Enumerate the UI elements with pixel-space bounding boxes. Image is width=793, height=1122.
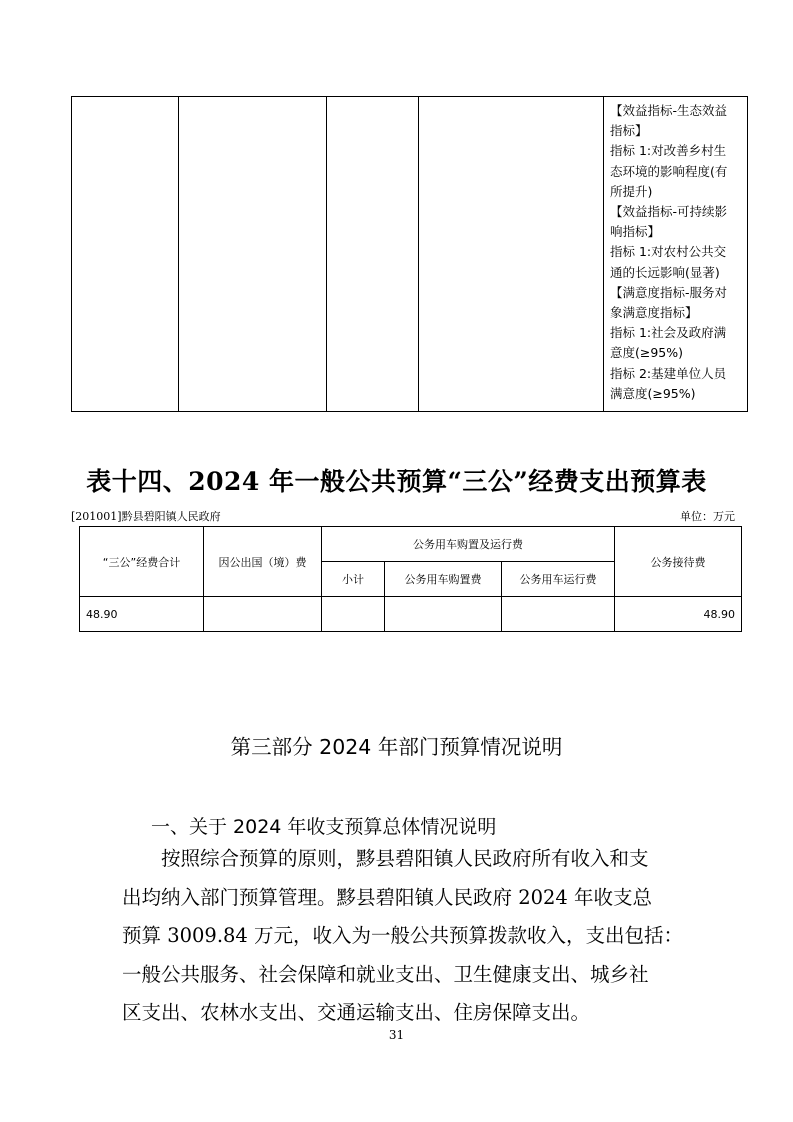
indicator-line: 指标】 [610,123,648,139]
page-number: 31 [388,1028,405,1042]
body-line: 一般公共服务、社会保障和就业支出、卫生健康支出、城乡社 [122,962,649,986]
indicator-line: 象满意度指标】 [610,305,698,321]
indicator-line: 意度(≥95%) [610,345,684,361]
table14-unit: 单位：万元 [680,510,735,523]
indicator-line: 指标 2:基建单位人员 [610,365,727,381]
header-reception: 公务接待费 [615,527,742,597]
body-line: 按照综合预算的原则，黟县碧阳镇人民政府所有收入和支 [122,847,649,870]
indicator-line: 【满意度指标-服务对 [610,284,728,300]
indicator-line: 指标 1:社会及政府满 [610,325,727,341]
header-total: “三公”经费合计 [80,527,204,597]
table14-org: [201001]黔县碧阳镇人民政府 [71,510,221,523]
column-divider [326,97,327,411]
column-divider [178,97,179,411]
cell-total: 48.90 [80,597,204,632]
indicator-line: 指标 1:对改善乡村生 [610,143,727,159]
indicator-line: 满意度(≥95%) [610,385,696,401]
indicator-line: 指标 1:对农村公共交 [610,244,727,260]
indicator-line: 所提升) [610,183,653,199]
section1-heading: 一、关于 2024 年收支预算总体情况说明 [151,816,497,838]
part3-title: 第三部分 2024 年部门预算情况说明 [230,735,563,759]
header-purchase: 公务用车购置费 [385,562,502,597]
indicator-line: 【效益指标-可持续影 [610,204,728,220]
header-vehicle: 公务用车购置及运行费 [322,527,615,562]
header-operation: 公务用车运行费 [502,562,615,597]
cell-operation [502,597,615,632]
indicator-line: 响指标】 [610,224,661,240]
cell-subtotal [322,597,385,632]
indicator-cell [604,97,747,411]
indicator-line: 【效益指标-生态效益 [610,103,728,118]
body-line: 预算 3009.84 万元，收入为一般公共预算拨款收入，支出包括： [122,924,684,947]
section1-body [122,840,698,1033]
body-line: 出均纳入部门预算管理。黟县碧阳镇人民政府 2024 年收支总 [122,885,653,909]
table14 [79,526,742,632]
table-row [80,597,742,632]
header-abroad: 因公出国（境）费 [204,527,322,597]
indicator-line: 态环境的影响程度(有 [610,163,728,179]
body-line: 区支出、农林水支出、交通运输支出、住房保障支出。 [122,1001,591,1024]
column-divider [418,97,419,411]
table14-title: 表十四、2024 年一般公共预算“三公”经费支出预算表 [86,467,707,496]
cell-abroad [204,597,322,632]
cell-purchase [385,597,502,632]
cell-reception: 48.90 [615,597,742,632]
continued-table [71,96,748,412]
indicator-line: 通的长远影响(显著) [610,264,720,280]
header-subtotal: 小计 [322,562,385,597]
